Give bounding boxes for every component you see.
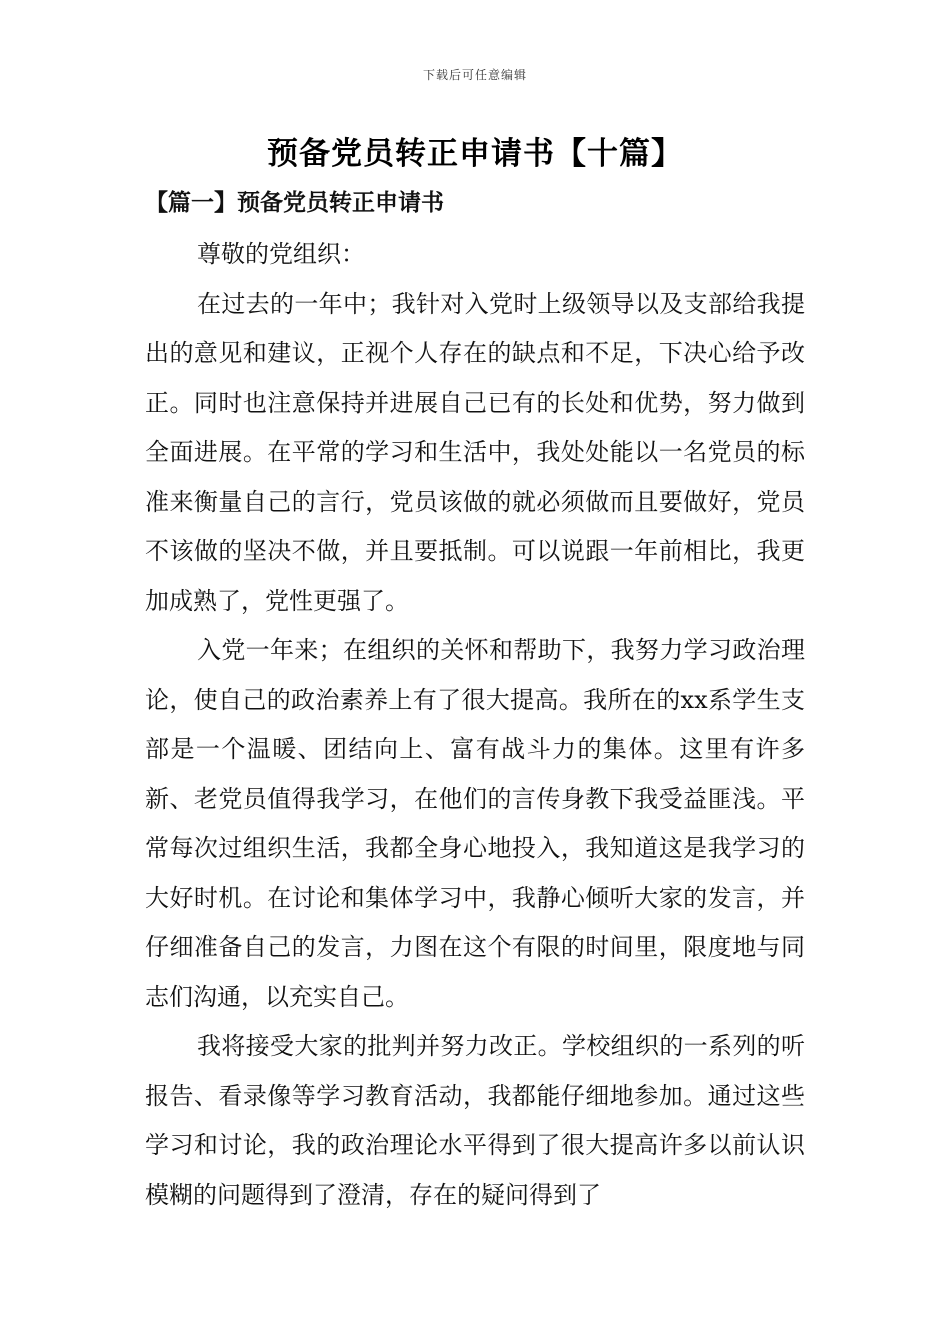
salutation: 尊敬的党组织： xyxy=(197,240,365,268)
body-paragraph-2: 入党一年来；在组织的关怀和帮助下，我努力学习政治理论，使自己的政治素养上有了很大提高。我所在的xx系学生支部是一个温暖、团结向上、富有战斗力的集体。这里有许多新、老党员值得我学习，在他们的言传身教下我受益匪浅。平常每次过组织生活，我都全身心地投入，我知道这是我学习的大好时机。在讨论和集体学习中，我静心倾听大家的发言，并仔细准备自己的发言，力图在这个有限的时间里，限度地与同志们沟通，以充实自己。 xyxy=(145,636,805,1011)
document-body xyxy=(145,230,805,1220)
body-paragraph-1: 在过去的一年中；我针对入党时上级领导以及支部给我提出的意见和建议，正视个人存在的缺点和不足，下决心给予改正。同时也注意保持并进展自己已有的长处和优势，努力做到全面进展。在平常的学习和生活中，我处处能以一名党员的标准来衡量自己的言行，党员该做的就必须做而且要做好，党员不该做的坚决不做，并且要抵制。可以说跟一年前相比，我更加成熟了，党性更强了。 xyxy=(145,289,805,615)
page-header-note: 下载后可任意编辑 xyxy=(422,68,527,82)
document-title: 预备党员转正申请书【十篇】 xyxy=(267,136,683,172)
body-paragraph-3: 我将接受大家的批判并努力改正。学校组织的一系列的听报告、看录像等学习教育活动，我都能仔细地参加。通过这些学习和讨论，我的政治理论水平得到了很大提高许多以前认识模糊的问题得到了澄清，存在的疑问得到了 xyxy=(145,1032,805,1209)
section-heading: 【篇一】预备党员转正申请书 xyxy=(145,189,444,216)
